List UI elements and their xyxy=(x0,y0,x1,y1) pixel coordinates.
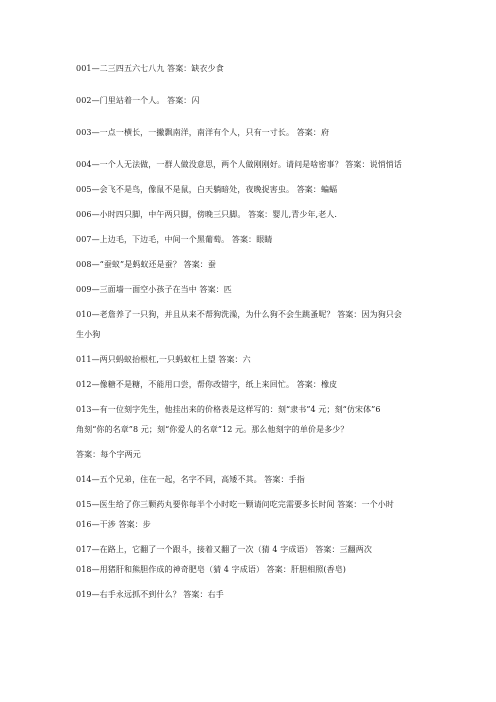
riddle-003-line: 003—一点一横长，一撇飘南洋，南洋有个人，只有一寸长。 答案：府 xyxy=(76,128,330,137)
riddle-007-line: 007—上边毛，下边毛，中间一个黑葡萄。 答案：眼睛 xyxy=(76,235,273,244)
riddle-011-line: 011—两只蚂蚁抬根杠,一只蚂蚁杠上望 答案：六 xyxy=(76,355,251,364)
riddle-009-line: 009—三面墙一面空小孩子在当中 答案：匹 xyxy=(76,285,232,294)
riddle-013-line: 013—有一位刻字先生，他挂出来的价格表是这样写的：刻“隶书”4 元；刻“仿宋体”6 xyxy=(76,405,381,414)
riddle-004-line: 004—一个人无法做，一群人做没意思，两个人做刚刚好。请问是啥密事？ 答案：说悄悄话 xyxy=(76,160,403,169)
riddle-016-line: 016—干涉 答案：步 xyxy=(76,520,151,529)
riddle-010-continuation: 生小狗 xyxy=(76,330,101,339)
riddle-001-line: 001—二三四五六七八九 答案：缺衣少食 xyxy=(76,64,224,73)
riddle-008-line: 008—“蚕蚁”是蚂蚁还是蚕？ 答案：蚕 xyxy=(76,260,216,269)
riddle-013-continuation: 角刻“你的名章”8 元；刻“你爱人的名章”12 元。那么他刻字的单价是多少？ xyxy=(76,425,349,434)
riddle-019-line: 019—右手永远抓不到什么？ 答案：右手 xyxy=(76,590,224,599)
riddle-012-line: 012—像糖不是糖，不能用口尝，帮你改错字，纸上来回忙。 答案：橡皮 xyxy=(76,380,338,389)
riddle-013-answer: 答案：每个字两元 xyxy=(76,450,141,459)
riddle-014-line: 014—五个兄弟，住在一起，名字不同，高矮不其。 答案：手指 xyxy=(76,475,305,484)
riddle-010-line: 010—老詹养了一只狗，并且从来不帮狗洗澡，为什么狗不会生跳蚤呢？ 答案：因为狗只会 xyxy=(76,310,403,319)
riddle-017-line: 017—在路上，它翻了一个跟斗，接着又翻了一次（猜 4 字成语） 答案：三翻两次 xyxy=(76,545,372,554)
riddle-002-line: 002—门里站着一个人。 答案：闪 xyxy=(76,96,200,105)
riddle-015-line: 015—医生给了你三颗药丸要你每半个小时吃一颗请问吃完需要多长时间 答案：一个小时 xyxy=(76,500,394,509)
riddle-005-line: 005—会飞不是鸟，像鼠不是鼠，白天躺暗处，夜晚捉害虫。 答案：蝙蝠 xyxy=(76,185,338,194)
riddle-018-line: 018—用猪肝和熊胆作成的神奇肥皂（猜 4 字成语） 答案：肝胆相照(香皂) xyxy=(76,565,347,574)
riddle-006-line: 006—小时四只脚，中午两只脚，傍晚三只脚。 答案：婴儿,青少年,老人. xyxy=(76,210,338,219)
